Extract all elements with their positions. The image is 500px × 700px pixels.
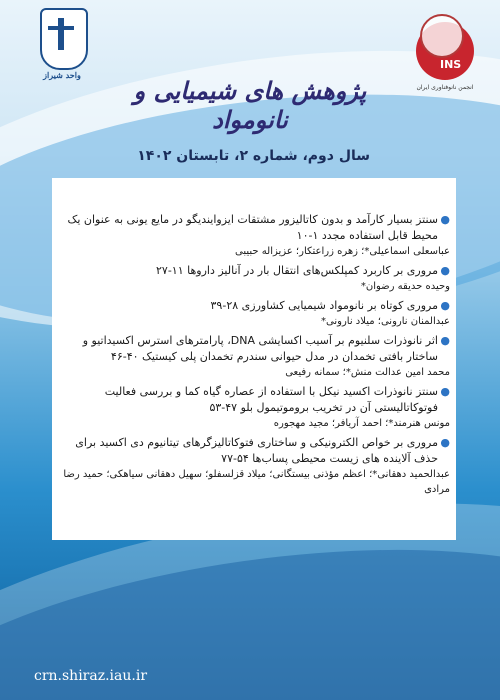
university-logo <box>34 8 88 88</box>
society-logo-caption: انجمن نانوفناوری ایران <box>416 84 474 91</box>
bullet-icon: ● <box>440 299 450 312</box>
toc-entry <box>52 333 452 380</box>
toc-authors: عبدالحمید دهقانی*؛ اعظم مؤذنی بیستگانی؛ میلاد قزلسفلو؛ سهیل دهقانی سیاهکی؛ حمید رضا مرادی <box>63 469 450 495</box>
bullet-icon: ● <box>440 334 450 347</box>
bullet-icon: ● <box>440 213 450 226</box>
toc-pages: ۴۰-۴۶ <box>110 350 139 363</box>
toc-item-title[interactable]: ● مروری بر خواص الکترونیکی و ساختاری فتوکاتالیزگرهای تیتانیوم دی اکسید برای حذف آلاینده های زیست محیطی پساب‌ها ۵۴-۷۷ <box>75 436 450 465</box>
toc-entry <box>52 435 452 497</box>
shield-icon <box>40 8 88 70</box>
journal-url[interactable]: crn.shiraz.iau.ir <box>34 668 148 684</box>
society-logo-text: INS <box>440 58 462 71</box>
bullet-icon: ● <box>440 264 450 277</box>
toc-pages: ۱-۱۰ <box>296 229 319 242</box>
toc-entry <box>52 298 452 329</box>
toc-item-title[interactable]: ● اثر نانوذرات سلنیوم بر آسیب اکسایشی DNA، پارامترهای استرس اکسیداتیو و ساختار بافتی تخمدان در مدل حیوانی سندرم تخمدان پلی کیستیک ۴۰-۴۶ <box>82 334 450 363</box>
toc-authors: عبدالمنان نارونی؛ میلاد نارونی* <box>321 316 450 327</box>
toc-pages: ۵۴-۷۷ <box>221 452 249 465</box>
toc-authors: عباسعلی اسماعیلی*؛ زهره زراعتکار؛ عزیزاله حبیبی <box>235 246 450 257</box>
toc-authors: مونس هنرمند*؛ احمد آریافر؛ مجید مهجوره <box>273 418 450 429</box>
toc-pages: ۲۸-۳۹ <box>210 299 239 312</box>
table-of-contents <box>52 212 452 501</box>
bullet-icon: ● <box>440 385 450 398</box>
toc-pages: ۴۷-۵۳ <box>209 401 238 414</box>
bullet-icon: ● <box>440 436 450 449</box>
society-logo <box>416 22 476 102</box>
toc-authors: محمد امین عدالت منش*؛ سمانه رفیعی <box>285 367 450 378</box>
toc-item-title[interactable]: ● مروری بر کاربرد کمپلکس‌های انتقال بار در آنالیز داروها ۱۱-۲۷ <box>155 264 450 277</box>
journal-title: پژوهش های شیمیایی و نانومواد <box>133 76 367 134</box>
issue-info: سال دوم، شماره ۲، تابستان ۱۴۰۲ <box>137 148 370 164</box>
toc-pages: ۱۱-۲۷ <box>155 264 184 277</box>
university-logo-caption: واحد شیراز <box>43 70 81 80</box>
toc-entry <box>52 384 452 431</box>
toc-item-title[interactable]: ● سنتز بسیار کارآمد و بدون کاتالیزور مشتقات ایزوایندیگو در مایع یونی به عنوان یک محیط قابل استفاده مجدد ۱-۱۰ <box>67 213 450 242</box>
fullerene-icon <box>420 14 464 58</box>
toc-item-title[interactable]: ● سنتز نانوذرات اکسید نیکل با استفاده از عصاره گیاه کما و بررسی فعالیت فوتوکاتالیستی آن در تخریب بروموتیمول بلو ۴۷-۵۳ <box>104 385 450 414</box>
pen-icon <box>58 18 64 50</box>
toc-item-title[interactable]: ● مروری کوتاه بر نانومواد شیمیایی کشاورزی ۲۸-۳۹ <box>210 299 450 312</box>
toc-entry <box>52 212 452 259</box>
toc-authors: وحیده حدیقه رضوان* <box>360 281 450 292</box>
toc-entry <box>52 263 452 294</box>
